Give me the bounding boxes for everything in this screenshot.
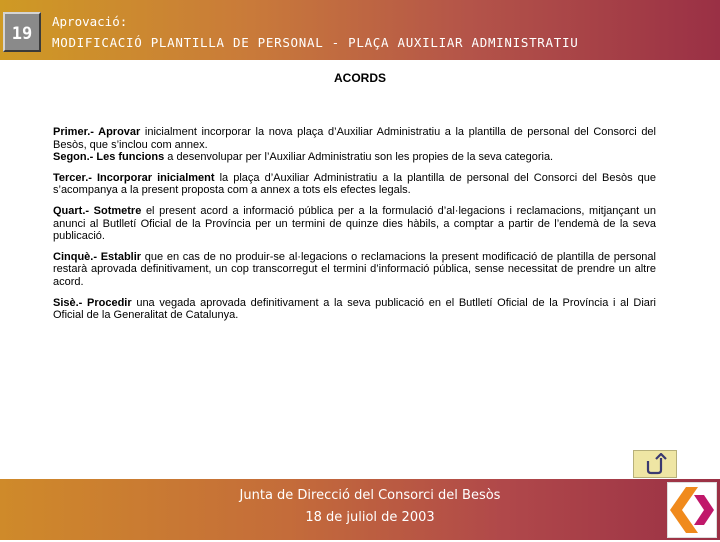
footer-date: 18 de juliol de 2003 [305, 510, 435, 525]
paragraph-label: Quart.- Sotmetre [53, 204, 142, 217]
paragraph-sise [53, 297, 656, 322]
paragraph-text: inicialment incorporar la nova plaça d’Auxiliar Administratiu a la plantilla de personal del Consorci del Besòs, que s’inclou com annex. [53, 126, 656, 151]
consorci-logo [667, 482, 717, 538]
slide-number-badge: 19 [3, 12, 41, 52]
section-heading: ACORDS [333, 71, 386, 85]
paragraph-label: Primer.- Aprovar [53, 126, 141, 138]
paragraph-label: Cinquè.- Establir [53, 250, 142, 263]
header-bar [0, 0, 720, 60]
footer-bar [0, 479, 720, 540]
header-subtitle: Aprovació: [52, 14, 128, 29]
header-title: MODIFICACIÓ PLANTILLA DE PERSONAL - PLAÇA AUXILIAR ADMINISTRATIU [52, 35, 579, 50]
paragraph-label: Tercer.- Incorporar inicialment [53, 171, 215, 184]
return-button[interactable] [633, 450, 677, 478]
paragraph-tercer [53, 172, 656, 197]
paragraph-text: una vegada aprovada definitivament a la seva publicació en el Butlletí Oficial de la Província i al Diari Oficial de la Generalitat de Catalunya. [53, 296, 656, 322]
consorci-logo-icon [668, 483, 716, 537]
paragraph-quart [53, 205, 656, 243]
paragraph-text: el present acord a informació pública per a la formulació d’al·legacions i reclamacions, mitjançant un anunci al Butlletí Oficial de la Província per un termini de quinze dies hàbils, a comptar a partir de l’endemà de la seva publicació. [53, 204, 656, 243]
paragraph-text: a desenvolupar per l’Auxiliar Administratiu son les propies de la seva categoria. [164, 151, 554, 164]
paragraph-segon [53, 151, 656, 164]
return-arrow-icon [643, 453, 667, 475]
paragraph-label: Segon.- Les funcions [53, 151, 165, 164]
resolutions-body [53, 126, 656, 330]
footer-organization: Junta de Direcció del Consorci del Besòs [239, 488, 501, 503]
paragraph-cinque [53, 251, 656, 289]
paragraph-primer [53, 126, 656, 151]
paragraph-text: la plaça d’Auxiliar Administratiu a la plantilla de personal del Consorci del Besòs que s’acompanya a la present proposta com a annex a tots els efectes legals. [53, 171, 656, 197]
paragraph-text: que en cas de no produir-se al·legacions o reclamacions la present modificació de plantilla de personal restarà aprovada definitivament, un cop transcorregut el termini d’informació pública, sense necessitat de prendre un altre acord. [53, 250, 656, 288]
paragraph-label: Sisè.- Procedir [53, 296, 132, 309]
